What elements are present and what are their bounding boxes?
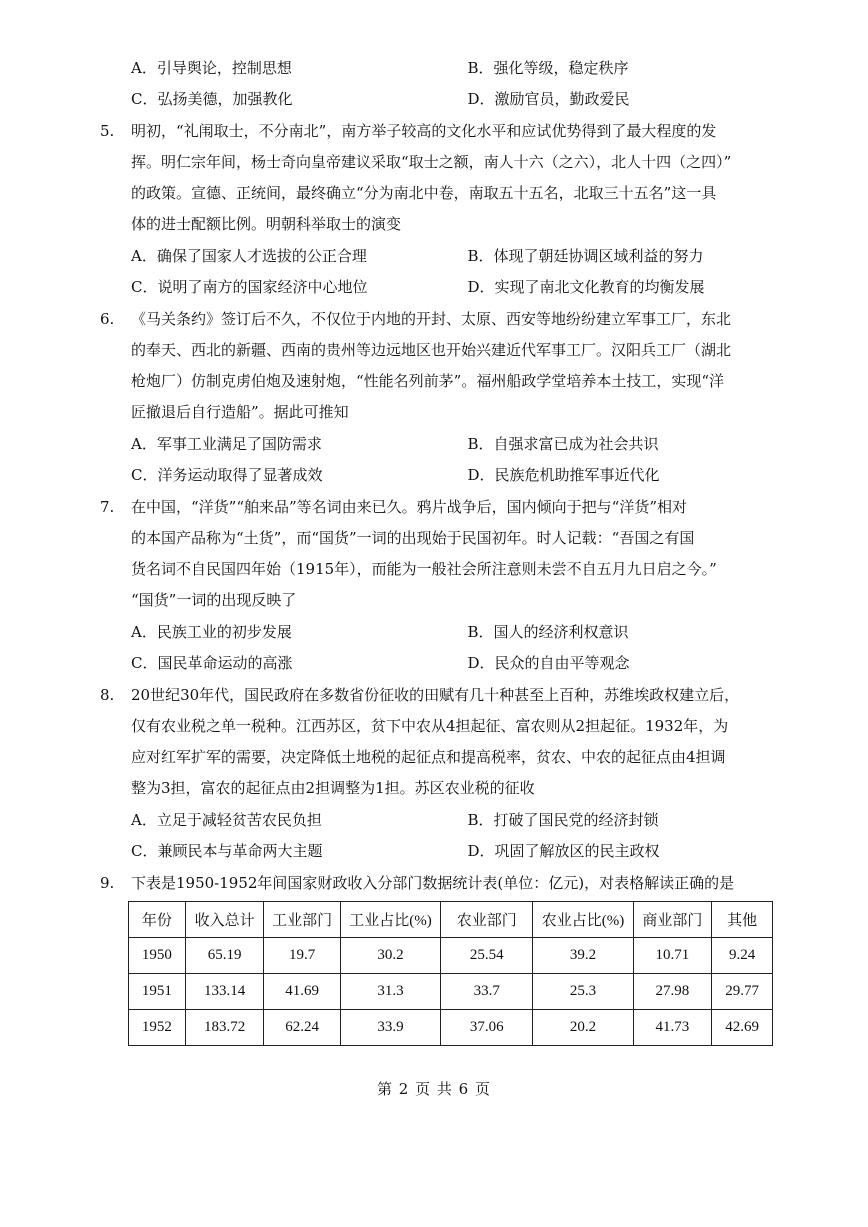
column-header-commerce: 商业部门 xyxy=(633,902,712,938)
table-cell: 41.73 xyxy=(633,1010,712,1046)
table-row xyxy=(129,1010,773,1046)
question-7 xyxy=(100,492,773,678)
q6-option-d: D．民族危机助推军事近代化 xyxy=(467,466,660,484)
q5-option-b: B．体现了朝廷协调区域利益的努力 xyxy=(467,247,704,265)
question-stem-line: 挥。明仁宗年间，杨士奇向皇帝建议采取“取士之额，南人十六（之六），北人十四（之四）” xyxy=(131,153,732,171)
table-cell: 62.24 xyxy=(264,1010,341,1046)
table-row xyxy=(129,974,773,1010)
question-stem-line: 的政策。宣德、正统间，最终确立“分为南北中卷，南取五十五名，北取三十五名”这一具 xyxy=(131,184,717,202)
option-row xyxy=(100,428,773,459)
table-cell: 133.14 xyxy=(185,974,264,1010)
option-row xyxy=(100,83,773,114)
option-row xyxy=(100,616,773,647)
option-row xyxy=(100,52,773,83)
question-stem-line xyxy=(100,492,773,523)
question-stem-line: 货名词不自民国四年始（1915年），而能为一般社会所注意则未尝不自五月九日启之今。” xyxy=(131,560,717,578)
question-stem-line: 整为3担，富农的起征点由2担调整为1担。苏区农业税的征收 xyxy=(131,779,535,797)
q4-option-c: C．弘扬美德，加强教化 xyxy=(131,90,293,108)
revenue-table xyxy=(128,901,773,1046)
stem-text: 明初，“礼闱取士，不分南北”，南方举子较高的文化水平和应试优势得到了最大程度的发 xyxy=(131,122,717,140)
question-stem-line: 枪炮厂）仿制克虏伯炮及速射炮，“性能名列前茅”。福州船政学堂培养本土技工，实现“洋 xyxy=(131,372,725,390)
q6-option-c: C．洋务运动取得了显著成效 xyxy=(131,466,323,484)
option-row xyxy=(100,240,773,271)
table-cell: 33.9 xyxy=(340,1010,440,1046)
table-cell: 29.77 xyxy=(712,974,773,1010)
table-cell: 31.3 xyxy=(340,974,440,1010)
option-row xyxy=(100,647,773,678)
question-number: 6. xyxy=(100,310,115,328)
question-number: 8. xyxy=(100,686,115,704)
question-8 xyxy=(100,680,773,866)
q7-option-b: B．国人的经济利权意识 xyxy=(467,623,629,641)
question-6 xyxy=(100,304,773,490)
column-header-agriculture: 农业部门 xyxy=(441,902,533,938)
option-row xyxy=(100,835,773,866)
table-cell: 20.2 xyxy=(533,1010,633,1046)
column-header-industry: 工业部门 xyxy=(264,902,341,938)
question-4-options xyxy=(100,52,773,114)
question-stem-line: 的奉天、西北的新疆、西南的贵州等边远地区也开始兴建近代军事工厂。汉阳兵工厂（湖北 xyxy=(131,341,732,359)
q8-option-c: C．兼顾民本与革命两大主题 xyxy=(131,842,323,860)
question-stem-line: 仅有农业税之单一税种。江西苏区，贫下中农从4担起征、富农则从2担起征。1932年，为 xyxy=(131,717,729,735)
table-cell: 27.98 xyxy=(633,974,712,1010)
question-stem-line xyxy=(100,868,773,899)
option-row xyxy=(100,804,773,835)
table-cell: 1950 xyxy=(129,938,186,974)
stem-text: 下表是1950-1952年间国家财政收入分部门数据统计表(单位：亿元)，对表格解读正确的是 xyxy=(131,874,735,892)
table-cell: 30.2 xyxy=(340,938,440,974)
table-header-row xyxy=(129,902,773,938)
table-cell: 19.7 xyxy=(264,938,341,974)
option-row xyxy=(100,459,773,490)
column-header-total: 收入总计 xyxy=(185,902,264,938)
table-cell: 33.7 xyxy=(441,974,533,1010)
q5-option-c: C．说明了南方的国家经济中心地位 xyxy=(131,278,368,296)
table-cell: 1952 xyxy=(129,1010,186,1046)
column-header-agriculture-share: 农业占比(%) xyxy=(533,902,633,938)
question-stem-line: 的本国产品称为“土货”，而“国货”一词的出现始于民国初年。时人记载：“吾国之有国 xyxy=(131,529,695,547)
question-number: 9. xyxy=(100,874,115,892)
column-header-year: 年份 xyxy=(129,902,186,938)
table-cell: 9.24 xyxy=(712,938,773,974)
table-cell: 1951 xyxy=(129,974,186,1010)
q5-option-d: D．实现了南北文化教育的均衡发展 xyxy=(467,278,705,296)
question-stem-line: “国货”一词的出现反映了 xyxy=(131,591,297,609)
q4-option-d: D．激励官员，勤政爱民 xyxy=(467,90,630,108)
table-cell: 65.19 xyxy=(185,938,264,974)
table-cell: 39.2 xyxy=(533,938,633,974)
question-stem-line xyxy=(100,116,773,147)
table-cell: 41.69 xyxy=(264,974,341,1010)
stem-text: 《马关条约》签订后不久，不仅位于内地的开封、太原、西安等地纷纷建立军事工厂，东北 xyxy=(131,310,732,328)
question-stem-line: 体的进士配额比例。明朝科举取士的演变 xyxy=(131,215,402,233)
q7-option-d: D．民众的自由平等观念 xyxy=(467,654,630,672)
q8-option-b: B．打破了国民党的经济封锁 xyxy=(467,811,659,829)
stem-text: 20世纪30年代，国民政府在多数省份征收的田赋有几十种甚至上百种，苏维埃政权建立后， xyxy=(131,686,740,704)
question-stem-line: 匠撤退后自行造船”。据此可推知 xyxy=(131,403,349,421)
page-footer: 第 2 页 共 6 页 xyxy=(377,1080,491,1098)
table-cell: 25.3 xyxy=(533,974,633,1010)
q5-option-a: A．确保了国家人才选拔的公正合理 xyxy=(131,247,367,265)
stem-text: 在中国，“洋货”“舶来品”等名词由来已久。鸦片战争后，国内倾向于把与“洋货”相对 xyxy=(131,498,688,516)
q8-option-d: D．巩固了解放区的民主政权 xyxy=(467,842,660,860)
question-stem-line: 应对红军扩军的需要，决定降低土地税的起征点和提高税率，贫农、中农的起征点由4担调 xyxy=(131,748,726,766)
question-5 xyxy=(100,116,773,302)
table-cell: 42.69 xyxy=(712,1010,773,1046)
table-cell: 10.71 xyxy=(633,938,712,974)
q8-option-a: A．立足于减轻贫苦农民负担 xyxy=(131,811,322,829)
question-number: 7. xyxy=(100,498,115,516)
question-stem-line xyxy=(100,680,773,711)
q6-option-a: A．军事工业满足了国防需求 xyxy=(131,435,322,453)
table-cell: 183.72 xyxy=(185,1010,264,1046)
q4-option-b: B．强化等级，稳定秩序 xyxy=(467,59,629,77)
q7-option-a: A．民族工业的初步发展 xyxy=(131,623,292,641)
q4-option-a: A．引导舆论，控制思想 xyxy=(131,59,292,77)
question-9 xyxy=(100,868,773,1046)
column-header-industry-share: 工业占比(%) xyxy=(340,902,440,938)
table-cell: 37.06 xyxy=(441,1010,533,1046)
question-stem-line xyxy=(100,304,773,335)
column-header-other: 其他 xyxy=(712,902,773,938)
table-cell: 25.54 xyxy=(441,938,533,974)
table-row xyxy=(129,938,773,974)
q6-option-b: B．自强求富已成为社会共识 xyxy=(467,435,659,453)
question-number: 5. xyxy=(100,122,115,140)
option-row xyxy=(100,271,773,302)
q7-option-c: C．国民革命运动的高涨 xyxy=(131,654,293,672)
